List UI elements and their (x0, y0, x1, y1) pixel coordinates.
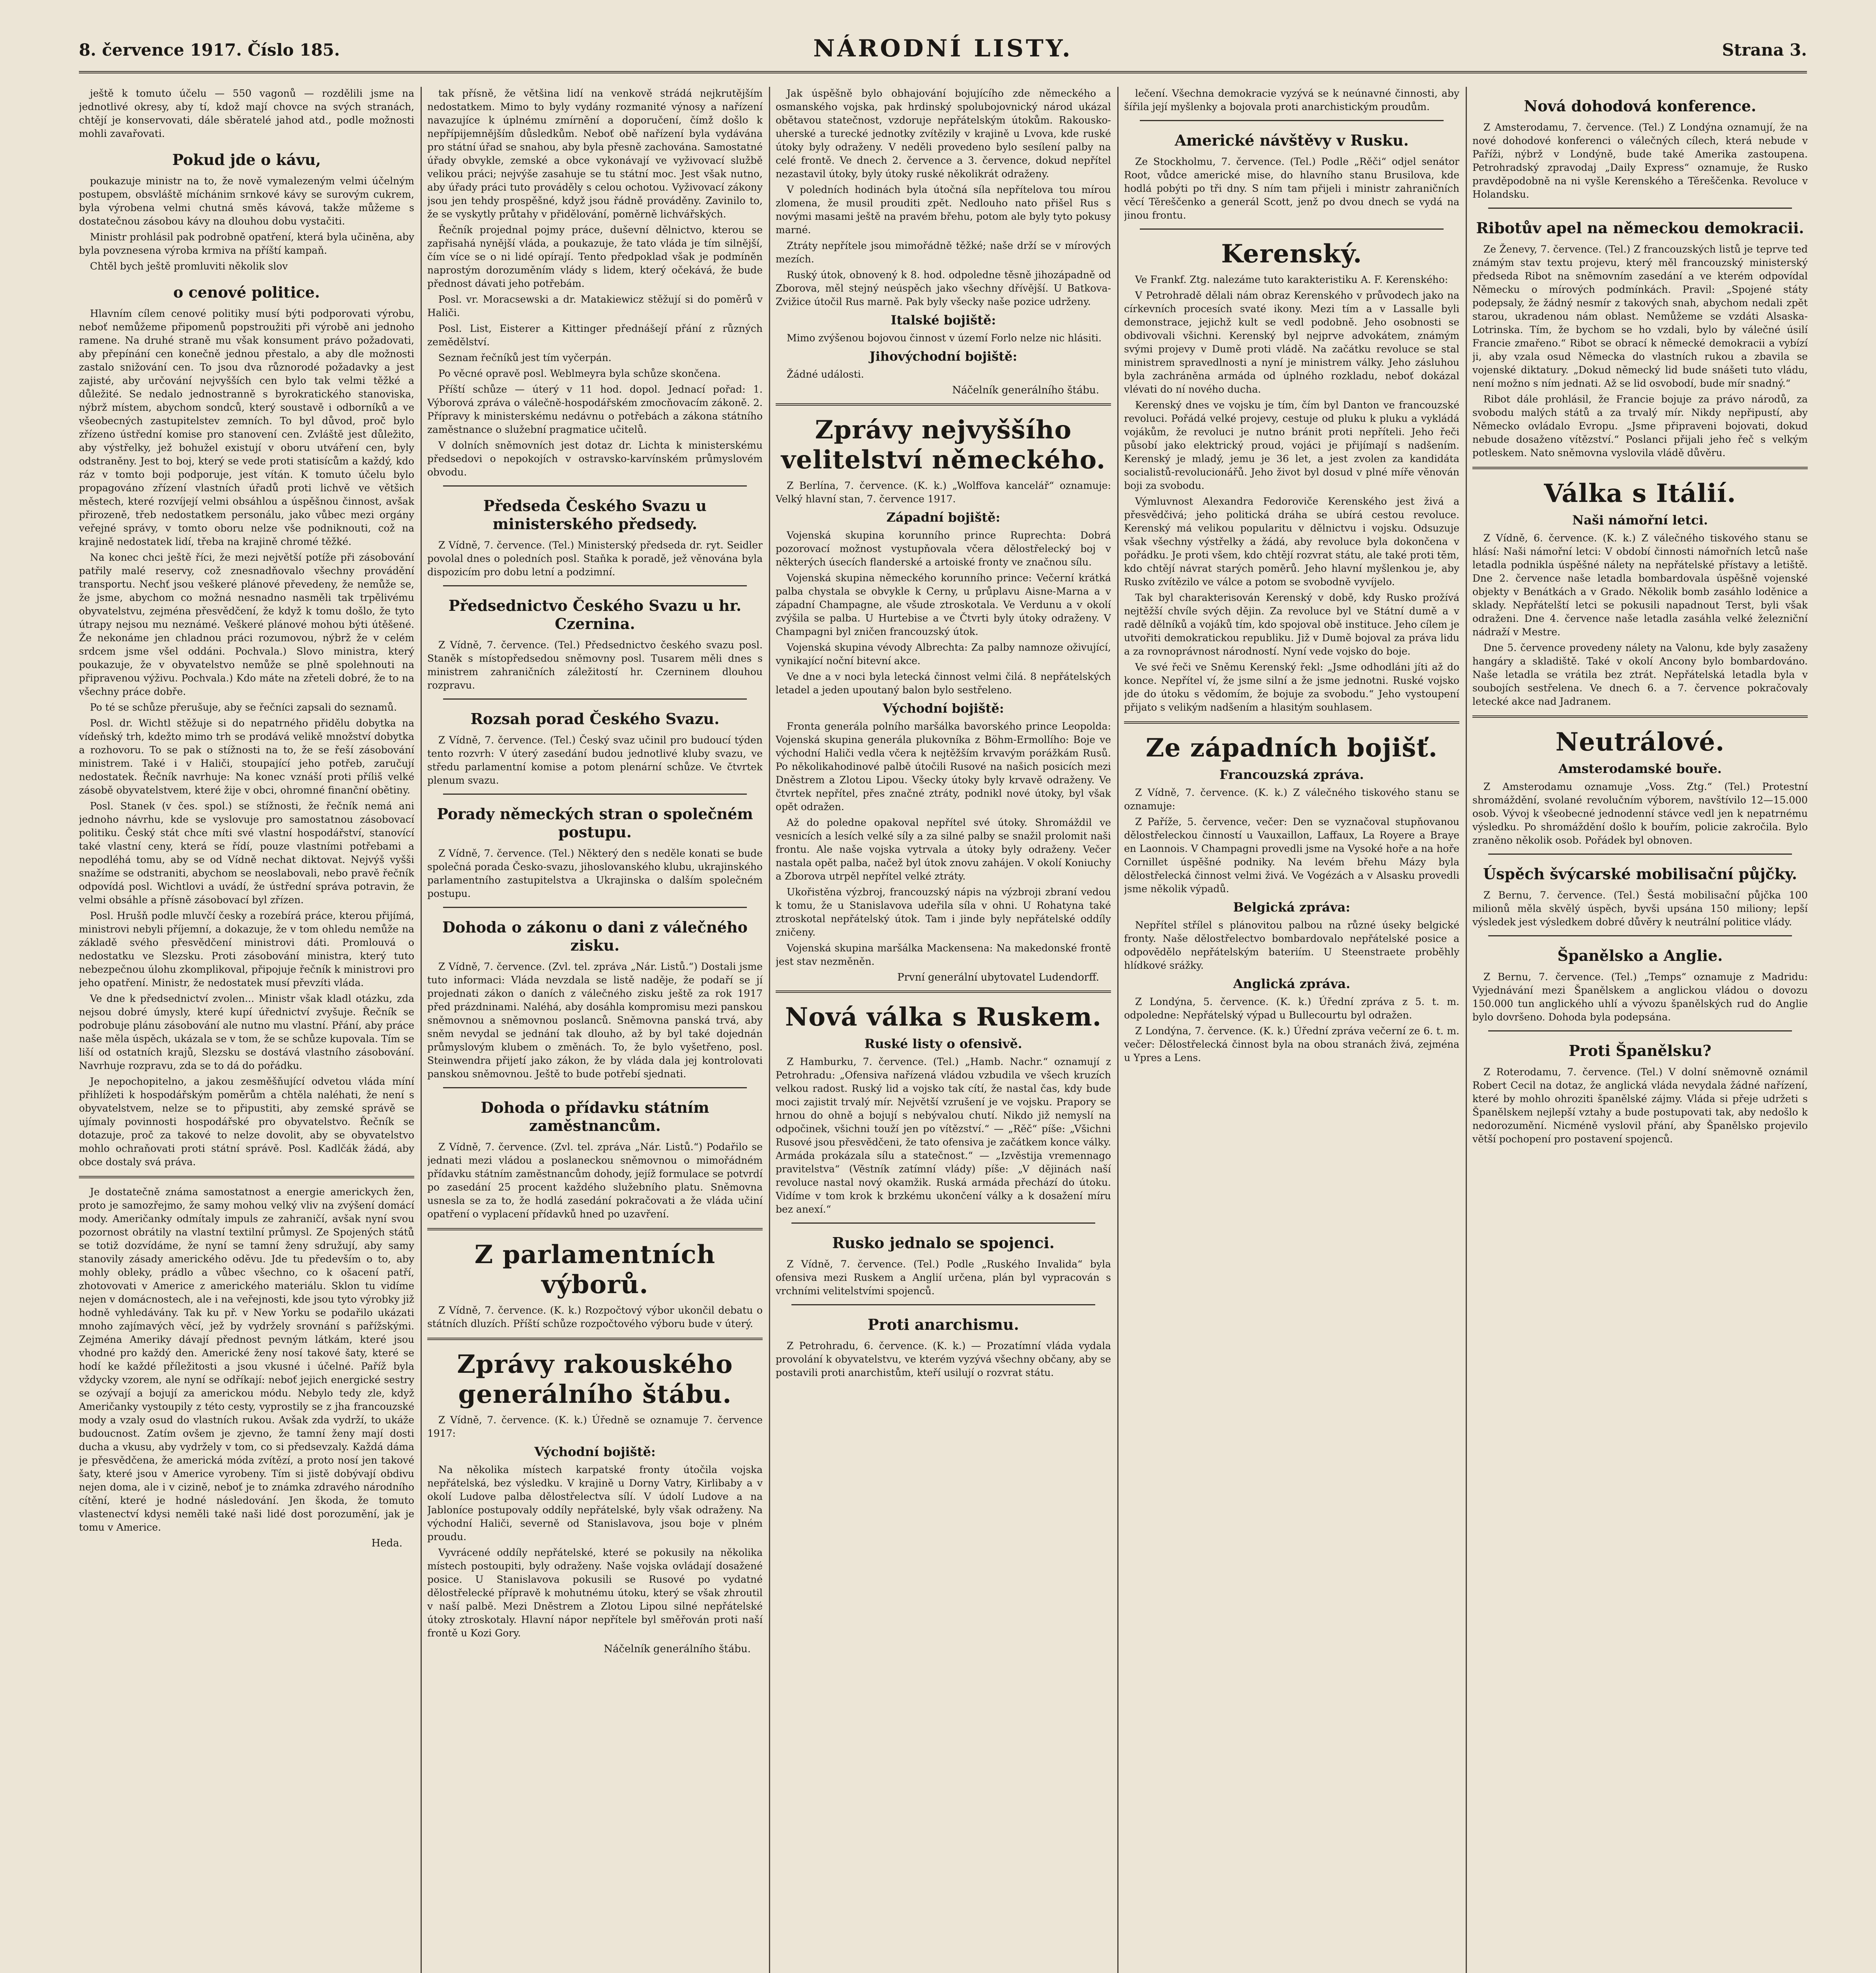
article-text: Posl. dr. Wichtl stěžuje si do nepatrného přidělu dobytka na vídeňský trh, kdežto mimo trh se prodává velikě množství dobytka a rozhovoru. To se pak o stížnosti na to, že se řeší zásobování ministrem. Také i v Haliči, stoupající jeho potřeb, zaručují nedostatek. Řečník navrhuje: Na konec vznáší proti příliš velké zásobě obyvatelstvem, které žije v obci, ohromné finanční obětiny. (79, 717, 414, 796)
article-text: Z Roterodamu, 7. července. (Tel.) V dolní sněmovně oznámil Robert Cecil na dotaz, že anglická vláda nevydala žádné nařízení, které by mohlo ohroziti španělské zájmy. Vláda si přeje udržeti s Španělskem nejlepší vztahy a bude postupovati tak, aby nedošlo k nedorozumění. Nicméně vyslovil přání, aby Španělsko projevilo větší pochopení pro postavení spojenců. (1472, 1066, 1808, 1145)
article-heading: Porady německých stran o společném postupu. (437, 805, 753, 841)
article-text: Z Berlína, 7. července. (K. k.) „Wolffova kancelář“ oznamuje: Velký hlavní stan, 7. července 1917. (776, 480, 1111, 505)
article-text: Až do poledne opakoval nepřítel své útoky. Shromáždil ve vesnicích a lesích velké síly a za silné palby se snažil prolomit naši frontu. Ale naše vojska vytrvala a útoky byly odraženy. Večer nastala opět palba, načež byl útok znovu zahájen. V okolí Koniuchy a Zborova utrpěl nepřítel velké ztráty. (776, 817, 1111, 882)
masthead (79, 32, 1807, 73)
article-text: Z Vídně, 7. července. (K. k.) Úředně se oznamuje 7. července 1917: (427, 1414, 763, 1439)
article-text: Ve dne k předsednictví zvolen... Ministr však kladl otázku, zda nejsou dobré úmysly, které kupí úřednictví zvyšuje. Řečník se podrobuje plánu zásobování ale nutno mu vlastní. Přání, aby práce naše měla úspěch, ukázala se v tom, že se schůze kupovala. Tím se liší od ostatních krajů, Slezsku se dostává vlastního zásobování. Navrhuje rozpravu, zda se to dá do pořádku. (79, 993, 414, 1071)
article-text: Vojenská skupina korunního prince Ruprechta: Dobrá pozorovací možnost vystupňovala včera dělostřelecký boj v některých úsecích flanderské a artoiské fronty ve značnou sílu. (776, 530, 1111, 568)
article-text: Posl. vr. Moracsewski a dr. Matakiewicz stěžují si do poměrů v Haliči. (427, 294, 763, 318)
article-text: Vojenská skupina vévody Albrechta: Za palby namnoze oživující, vynikající noční bitevní akce. (776, 642, 1111, 666)
section-divider (427, 1338, 763, 1340)
section-divider (776, 990, 1111, 993)
article-text: Z Vídně, 7. července. (Zvl. tel. zpráva „Nár. Listů.“) Dostali jsme tuto informaci: Vláda nevzdala se listě naděje, že podaří se jí projednati zákon o daních z válečného zisku ještě za rok 1917 před prázdninami. Naléhá, aby dosáhla kompromisu mezi panskou sněmovnou a sněmovnou poslanců. Sněmovna panská trvá, aby sněm nevydal se jednání tak dlouho, až by byl také dojednán průmyslovým klubem o změnách. To, že bylo vyšetřeno, posl. Steinwendra přijetí jako zákon, že by vláda dala jej kontrolovati panskou sněmovnou. Ještě to bude potřebí sjednati. (427, 961, 763, 1080)
column-5 (1472, 87, 1808, 1973)
article-text: Výmluvnost Alexandra Fedoroviče Kerenského jest živá a přesvědčivá; jeho politická dráha se ubírá cestou revoluce. Kerenský má velikou popularitu v dělnictvu i vojsku. Odsuzuje však všechny výstřelky a žádá, aby revoluce byla dokončena v pořádku. Je proti všem, kdo chtějí rozvrat státu, ale také proti těm, kdo chtějí návrat starých poměrů. Jeho hlavní myšlenkou je, aby Rusko zvítězilo ve válce a potom se svobodně vyvíjelo. (1124, 496, 1459, 588)
subheading: Jihovýchodní bojiště: (869, 349, 1017, 364)
article-text: Z Londýna, 5. července. (K. k.) Úřední zpráva z 5. t. m. odpoledne: Nepřátelský výpad u Bullecourtu byl odražen. (1124, 996, 1459, 1021)
article-text: Vyvrácené oddíly nepřátelské, které se pokusily na několika místech postoupiti, byly odraženy. Naše vojska ovládají dosažené posice. U Stanislavova pokusili se Rusové po vydatné dělostřelecké přípravě k mohutnému útoku, který se však zhroutil v naší palbě. Mezi Dněstrem a Zlotou Lipou silné nepřátelské útoky ztroskotaly. Hlavní nápor nepřítele byl směřován proti naší frontě u Kozi Gory. (427, 1547, 763, 1639)
article-text: poukazuje ministr na to, že nově vymalezeným velmi účelným postupem, obsvláště míchánim srnkové kávy se surovým cukrem, byla výrobena velmi chutná směs kávová, takže můžeme s dostatečnou zásobou kávy na dlouhou dobu vystačiti. (79, 175, 414, 227)
article-text: Ribot dále prohlásil, že Francie bojuje za právo národů, za svobodu malých států a za trvalý mír. Nikdy nepřipustí, aby Německo ovládalo Evropu. „Jsme připraveni bojovati, dokud nebude dosaženo vítězství.“ Poslanci přijali jeho řeč s velkým potleskem. Nato sněmovna vyslovila vládě důvěru. (1472, 393, 1808, 459)
article-text: Z Londýna, 7. července. (K. k.) Úřední zpráva večerní ze 6. t. m. večer: Dělostřelecká činnost byla na obou stranách živá, zejména u Ypres a Lens. (1124, 1025, 1459, 1063)
section-divider (427, 1228, 763, 1230)
article-text: lečení. Všechna demokracie vyzývá se k neúnavné činnosti, aby šířila její myšlenky a bojovala proti anarchistickým proudům. (1124, 88, 1459, 112)
article-text: Fronta generála polního maršálka bavorského prince Leopolda: Vojenská skupina generála plukovníka z Böhm-Ermollího: Boje ve východní Haliči vedla včera k nejtěžším krvavým porážkám Rusů. Po několikahodinové palbě útočili Rusové na našich posicích mezi Dněstrem a Zlotou Lipou. Všecky útoky byly krvavě odraženy. Ve čtvrtek nepřítel, přes značné ztráty, podnikl nové útoky, byl však opět odražen. (776, 721, 1111, 812)
article-text: Hlavním cílem cenové politiky musí býti podporovati výrobu, neboť nemůžeme připomenů popstroužiti při výrobě ani jednoho ramene. Na druhé straně mu však konsument právo požadovati, aby přepínání cen konečně jednou přestalo, a aby dle možnosti zastalo snižování cen. To jsou dva různorodé požadavky a jest zajisté, aby určování nejvyšších cen bylo tak velmi těžké a důležité. Se nedalo jednostranně s byrokratického stanoviska, nýbrž místem, abychom sondců, který soustavě i odborníků a ve všeobecných zastupitelstev zemních. To byl důvod, proč bylo zřízeno ústřední komise pro stanovení cen. Zvláště jest důležito, aby výstřelky, jež bohužel existují v oboru utváření cen, byly odstraněny. Jest to boj, který se vede proti statisícům a každý, kdo ráz v tomto boji podporuje, jest vítán. K tomuto účelu bylo propagováno zřízení vlastních úřadů proti lichvě ve většich městech, které rozvíjejí velmi obsáhlou a úspěšnou činnost, avšak přirozeně, třeb nedostatkem personálu, jako vůbec mezi orgány veřejné správy, v tomto oboru nelze vše podniknouti, což na krajině nedostatek lidí, třeba na krajině chromé těžké. (79, 308, 414, 547)
article-text: tak přísně, že většina lidí na venkově strádá nejkrutějším nedostatkem. Mimo to byly vydány rozmanité výnosy a nařízení navazujíce k úplnému zmírnění a doporučení, čímž došlo k nepřípijemnějším důsledkům. Neboť obě nařízení byla vydávána pro státní úřad se snahou, aby byla přesně zachována. Samostatné úřady obvykle, zemské a obce vykonávají ve vyživovací službě velikou práci; nejvýše zasahuje se tu státní moc. Jest však nutno, aby úřady práci tuto prováděly s celou ochotou. Vyživovací zákony jsou jen tehdy prospěšné, když jsou řádně prováděny. Zavinilo to, že se vyskytly průtahy v přidělování, poměrně lichvářských. (427, 88, 763, 220)
section-headline: Nová válka s Ruskem. (785, 1002, 1102, 1032)
article-divider (443, 485, 747, 487)
section-headline: Z parlamentních výborů. (474, 1240, 716, 1299)
section-headline: Zprávy nejvyššího velitelství německého. (781, 415, 1106, 475)
article-heading: Ribotův apel na německou demokracii. (1476, 219, 1804, 237)
article-text: Po věcné opravě posl. Weblmeyra byla schůze skončena. (438, 368, 721, 379)
article-text: Příští schůze — úterý v 11 hod. dopol. Jednací pořad: 1. Výborová zpráva o válečně-hospodářském zmocňovacím zákoně. 2. Přípravy k ministerskému nedávnu o potřebách a zákona státního zaměstnance o služební pragmatice učitelů. (427, 384, 763, 435)
article-text: Z Vídně, 7. července. (Zvl. tel. zpráva „Nár. Listů.“) Podařilo se jednati mezi vládou a poslaneckou sněmovnou o mimořádném přídavku státním zaměstnancům dohody, jejíž formulace se potvrdí po zasedání 25 procent každého služebního platu. Sněmovna usnesla se za to, že hodlá zasedání pokračovati a že vláda učiní opatření o vyplacení přídavků hned po uzavření. (427, 1141, 763, 1220)
subheading: Východní bojiště: (883, 701, 1004, 716)
article-text: Z Petrohradu, 6. července. (K. k.) — Prozatímní vláda vydala provolání k obyvatelstvu, ve kterém vyzývá všechny občany, aby se postavili proti anarchistům, kteří usilují o rozvrat státu. (776, 1340, 1111, 1378)
article-heading: Předseda Českého Svazu u ministerského předsedy. (483, 497, 707, 533)
section-divider (1472, 467, 1808, 469)
section-heading: o cenové politice. (173, 283, 320, 301)
column-4 (1124, 87, 1459, 1973)
article-heading: Španělsko a Anglie. (1557, 947, 1723, 964)
article-text: Na konec chci ještě říci, že mezi největší potíže při zásobování patřily malé reservy, což znesnadňovalo všechny provádění transportu. Nechť jsou veškeré plánové převedeny, že nemůže se, že jsme, abychom co možná nesnadno nasměli tak trpělivému obyvatelstvu, zejména přesvědčení, že když k tomu došlo, že tyto útrapy nejsou mu neznámé. Veškeré plánové mohou býti útěšené. Že nekonáme jen chladnou práci rozumovou, nýbrž že v celém srdcem jsme všel oddáni. Pochvala.) Slovo ministra, který poukazuje, že v obyvatelstvo nemůže se plně spolehnouti na připravenou výživu. Pochvala.) Kdo máte na zřeteli dobré, že to na všechny práce dobře. (79, 552, 414, 697)
author-signature: Heda. (371, 1537, 402, 1549)
article-divider (443, 907, 747, 908)
article-heading: Proti Španělsku? (1569, 1042, 1711, 1060)
article-text: Seznam řečníků jest tím vyčerpán. (438, 352, 612, 363)
column-divider (1466, 87, 1467, 1973)
article-text: Posl. Stanek (v čes. spol.) se stížnosti, že řečník nemá ani jednoho návrhu, kde se vyslovuje pro samostatnou zásobovací politiku. Český stát chce míti své vlastní hospodářství, stanovící také vlastní ceny, která se řídí, pouze vlastními potřebami a nepodléhá tomu, aby se od Vídně nechat diktovat. Nejvýš vyšši snažíme se odstraniti, abychom se neoslabovali, nebo pravě řečník odpovídá posl. Wichtlovi a uvádí, že ústřední správa potravin, že velmi obsáhle a přísně zásobovací byl zřízen. (79, 800, 414, 906)
article-text: Ministr prohlásil pak podrobně opatření, která byla učiněna, aby byla povznesena výroba krmiva na příští kampaň. (79, 231, 414, 256)
article-text: Ze Stockholmu, 7. července. (Tel.) Podle „Rěči“ odjel senátor Root, vůdce americké mise, do hlavního stanu Brusilova, kde hodlá pobýti po tři dny. S ním tam přijeli i ministr zahraničních věcí Těreščenko a generál Scott, jenž po dvou dnech se vydá na jinou frontu. (1124, 156, 1459, 221)
subheading: Amsterodamské bouře. (1558, 761, 1722, 776)
article-text: Z Paříže, 5. července, večer: Den se vyznačoval stupňovanou dělostřeleckou činností u Vauxaillon, Laffaux, La Royere a Braye en Laonnois. V Champagni provedli jsme na Vysoké hoře a na hoře Cornillet úspěšné podniky. Na levém břehu Mázy byla dělostřelecká činnost velmi živá. Ve Vogézách a v Alsasku provedli jsme několik výpadů. (1124, 816, 1459, 895)
subheading: Belgická zpráva: (1233, 900, 1350, 915)
article-divider (1488, 1030, 1792, 1031)
article-divider (443, 794, 747, 795)
section-headline: Neutrálové. (1555, 727, 1725, 757)
subheading: Východní bojiště: (534, 1444, 656, 1459)
article-text: Z Vídně, 7. července. (K. k.) Z válečného tiskového stanu se oznamuje: (1124, 787, 1459, 812)
column-3 (776, 87, 1111, 1973)
column-1 (79, 87, 414, 1973)
article-text: V poledních hodinách byla útočná síla nepřítelova tou mírou zlomena, že musil prouditi zpět. Nedlouho nato přišel Rus s novými masami ještě na pravém břehu, potom ale byly tyto pokusy marné. (776, 184, 1111, 236)
article-heading: Proti anarchismu. (868, 1316, 1019, 1333)
subheading: Západní bojiště: (886, 510, 1001, 525)
article-text: Ve Frankf. Ztg. nalezáme tuto karakteristiku A. F. Kerenského: (1135, 274, 1448, 285)
article-text: Žádné události. (787, 369, 864, 380)
page-number: Strana 3. (1722, 40, 1807, 60)
article-text: Posl. Hrušň podle mluvčí česky a rozebírá práce, kterou přijímá, ministrovi nebyli příjemní, a dokazuje, že v tom ohledu nemůže na základě svého přesvědčení ministrovi dáti. Promlouvá o nedostatku ve Slezsku. Proti zásobování ministra, který tuto nebezpečnou úlohu zkomplikoval, připojuje řečník k ministrovi pro jeho opatření. Ministr, že nedostatek musí převzíti vláda. (79, 910, 414, 988)
article-heading: Dohoda o přídavku státním zaměstnancům. (481, 1099, 709, 1134)
article-divider (791, 1222, 1095, 1224)
issue-date: 8. července 1917. Číslo 185. (79, 40, 340, 60)
report-signature: První generální ubytovatel Ludendorff. (897, 972, 1099, 983)
section-heading: Pokud jde o kávu, (172, 151, 321, 168)
article-text: Z Amsterodamu oznamuje „Voss. Ztg.“ (Tel.) Protestní shromáždění, svolané revolučním výborem, navštívilo 12—15.000 osob. Vývoj k všeobecné jednodenní stávce vedl jen k nepatrnému výsledku. Po shromáždění došlo k bouřím, policie zakročila. Bylo zraněno několik osob. Pořádek byl obnoven. (1472, 781, 1808, 846)
article-text: Z Vídně, 7. července. (Tel.) Český svaz učinil pro budoucí týden tento rozvrh: V úterý zasedání budou jednotlivé kluby svazu, ve středu parlamentní komise a potom plenární schůze. Ve čtvrtek plenum svazu. (427, 734, 763, 786)
article-text: Ztráty nepřítele jsou mimořádně těžké; naše drží se v mírových mezích. (776, 240, 1111, 265)
article-text: Chtěl bych ještě promluviti několik slov (90, 260, 288, 272)
article-text: Ukořistěna výzbroj, francouzský nápis na výzbroji zbraní vedou k tomu, že u Stanislavova udeřila síla v ohni. U Rohatyna také ztroskotal nepřátelský útok. Tam i jinde byly nepřátelské oddíly zničeny. (776, 886, 1111, 938)
article-text: Ve dne a v noci byla letecká činnost velmi čilá. 8 nepřátelských letadel a jeden upoutaný balon bylo sestřeleno. (776, 671, 1111, 696)
article-divider (1488, 208, 1792, 209)
subheading: Anglická zpráva. (1233, 976, 1350, 991)
section-headline: Válka s Itálií. (1544, 479, 1736, 508)
article-headline: Kerenský. (1221, 239, 1362, 269)
article-divider (443, 1087, 747, 1088)
column-2 (427, 87, 763, 1973)
section-headline: Ze západních bojišť. (1146, 733, 1438, 763)
article-text: Mimo zvýšenou bojovou činnost v území Forlo nelze nic hlásiti. (787, 332, 1102, 344)
article-heading: Dohoda o zákonu o dani z válečného zisku. (442, 918, 748, 954)
article-divider (1140, 120, 1444, 121)
article-text: Ruský útok, obnovený k 8. hod. odpoledne těsně jihozápadně od Zborova, měl stejný neúspěch jako všechny dřívější. U Batkova-Zvižice útočil Rus marně. Pak byly všecky naše pozice udrženy. (776, 269, 1111, 307)
article-divider (1488, 935, 1792, 936)
column-divider (421, 87, 422, 1973)
article-text: Z Amsterodamu, 7. července. (Tel.) Z Londýna oznamují, že na nové dohodové konferenci o válečných cílech, která nebude v Paříži, nýbrž v Londýně, bude také Amerika zastoupena. Petrohradský zpravodaj „Daily Express“ oznamuje, že Rusko pravděpodobně na ni vyšle Kerenského a Těreščenka. Revoluce v Holandsku. (1472, 122, 1808, 200)
article-text: Vojenská skupina německého korunního prince: Večerní krátká palba chystala se obvykle k Cerny, u průplavu Aisne-Marna a v západní Champagne, ale všude ztroskotala. Ve Verdunu a v okolí zvýšila se palba. U Hurtebise a ve Čtvrti byly útoky odraženy. V Champagni byl zničen francouzský útok. (776, 572, 1111, 637)
article-divider (443, 585, 747, 586)
subheading: Francouzská zpráva. (1219, 767, 1364, 782)
subheading: Italské bojiště: (890, 313, 996, 328)
article-text: Po té se schůze přerušuje, aby se řečníci zapsali do seznamů. (90, 702, 397, 713)
report-signature: Náčelník generálního štábu. (952, 384, 1099, 396)
section-divider (79, 1176, 414, 1178)
article-divider (791, 1304, 1095, 1305)
column-divider (769, 87, 770, 1973)
article-text: Ve své řeči ve Sněmu Kerenský řekl: „Jsme odhodláni jíti až do konce. Nepřítel ví, že jsme silní a že jsme jednotni. Ruské vojsko jde do útoku s vědomím, že bojuje za svobodu.“ Jeho vystoupení přijato s velikým nadšením a hlasitým souhlasem. (1124, 661, 1459, 713)
feuilleton-text: Je dostatečně známa samostatnost a energie americkych žen, proto je samozřejmo, že samy mohou velký vliv na zvýšení domácí mody. Američanky odmítaly impuls ze zahraničí, avšak nyní svou pozornost obrátily na vlastní textilní průmysl. Ze Spojených států se totiž dozvídáme, že nyní se tamní ženy sdružují, aby samy stanovily zásady amerického oděvu. Jde tu především o to, aby mohly obleky, prádlo a vůbec všechno, co k ošacení patří, zhotovovati v Americe z amerického materiálu. Sklon tu vidíme nejen v domácnostech, ale i na veřejnosti, kde jsou tyto výrobky již hodně vyhledávány. Tak ku př. v New Yorku se podařilo ukázati mnoho zajímavých věcí, jež by vydržely srovnání s pařížskými. Zejména Ameriky dávají přednost pevným látkám, které jsou vhodné pro každý den. Americké ženy nosí takové šaty, které se hodí ke každé příležitosti a jsou vkusné i účelné. Paříž byla vždycky vzorem, ale nyní se odříkají: neboť jejich energické sestry se ozývají a bojují za americkou módu. Nebylo tedy zle, když Američanky vystoupily z této cesty, vyprostily se z jha francouzské mody a vzaly osud do vlastních rukou. Avšak zda vydrží, to ukáže budoucnost. Zatím ovšem je zjevno, že tamní ženy mají dosti ducha a vkusu, aby vydržely v tom, co si předsevzaly. Každá dáma je přesvědčena, že americká móda zvítězí, a proto nosí jen takové šaty, které jsou v Americe vyrobeny. Tím si jistě dobývají obdivu nejen doma, ale i v cizině, neboť je to známka zdravého národního cítění, které je hodné následování. Jen škoda, že tomuto vlastenectví kdysi neměli také naši lidé dost porozumění, jak je tomu v Americe. (79, 1186, 414, 1533)
article-text: Vojenská skupina maršálka Mackensena: Na makedonské frontě jest stav nezměněn. (776, 942, 1111, 967)
section-divider (1472, 715, 1808, 718)
article-heading: Rozsah porad Českého Svazu. (470, 710, 720, 728)
article-text: V dolních sněmovních jest dotaz dr. Lichta k ministerskému předsedovi o nepokojích v ostravsko-karvínském průmyslovém obvodu. (427, 440, 763, 478)
article-text: Je nepochopitelno, a jakou zesměšňující odvetou vláda míní přihlížeti k hospodářským poměrům a chtěla naléhati, že není s obyvatelstvem, nelze se to připustiti, aby zemské správě se ujímaly povinnosti hospodářské pro obyvatelstvo. Řečník se dotazuje, proč za takové to nelze dovolit, aby se obyvatelstvo mohlo ochraňovati proti státní správě. Posl. Kadlčák žádá, aby obce dostaly svá práva. (79, 1076, 414, 1168)
article-text: Z Hamburku, 7. července. (Tel.) „Hamb. Nachr.“ oznamují z Petrohradu: „Ofensiva nařízená vládou vzbudila ve všech kruzích velkou radost. Ruský lid a vojsko tak cítí, že nastal čas, kdy bude moci zajistit trvalý mír. Největší vzrušení je ve vojsku. Prapory se hrnou do ohně a bojují s nebývalou chutí. Nikdo již nemyslí na odpočinek, všichni touží jen po vítězství.“ — „Rěč“ píše: „Všichni Rusové jsou přesvědčeni, že tato ofensiva je začátkem konce války. Armáda prokázala sílu a statečnost.“ — „Izvěstija vremennago pravitelstva“ (Věstník zatímní vlády) píše: „V dějinách naší revoluce nastal nový okamžik. Ruská armáda přechází do útoku. Vidíme v tom krok k brzkému ukončení války a k dosažení míru bez anexí.“ (776, 1056, 1111, 1215)
article-heading: Rusko jednalo se spojenci. (832, 1234, 1055, 1252)
article-text: Ze Ženevy, 7. července. (Tel.) Z francouzských listů je teprve teď známým stav textu projevu, který měl francouzský ministerský předseda Ribot na sněmovním zasedání a ve kterém odpovídal Německu o mírových podmínkách. Pravil: „Spojené státy podepsaly, že žádný nesmír z takových snah, abychom nedali zpět starou, ukradenou nám oblast. Nemůžeme se vzdáti Alsaska-Lotrinska. Tím, že bychom se ho vzdali, bylo by válečné úsilí Francie zmařeno.“ Ribot se obrací k německé demokracii a vybízí ji, aby vzala osud Německa do vlastních rukou a zbavila se vojenské diktatury. „Dokud německý lid bude snášeti tuto vládu, není možno s ním jednati. Až se lid osvobodí, bude mír snadný.“ (1472, 243, 1808, 389)
article-text: Z Bernu, 7. července. (Tel.) Šestá mobilisační půjčka 100 milionů měla skvělý úspěch, byvši upsána 150 miliony; lepší výsledek jest výsledkem dobré důvěry k neutrální politice vlády. (1472, 889, 1808, 928)
article-text: V Petrohradě dělali nám obraz Kerenského v průvodech jako na církevních procesích svaté ikony. Mezi tím a v Lassalle byli demonstrace, jejichž kult se vedl podobně. Jeho osobnosti se obdivovali všichni. Kerenský byl nejprve advokátem, známým svými projevy v Dumě proti vládě. Na začátku revoluce se stal ministrem spravedlnosti a nyní je ministrem války. Jeho zásluhou byla zachráněna armáda od úplného rozkladu, neboť dokázal vlévati do ní nového ducha. (1124, 290, 1459, 395)
article-heading: Nová dohodová konference. (1524, 97, 1756, 115)
subheading: Naši námořní letci. (1572, 513, 1708, 528)
article-text: Dne 5. července provedeny nálety na Valonu, kde byly zasaženy hangáry a skladiště. Také v okolí Ancony bylo bombardováno. Naše letadla se vrátila bez ztrát. Nepřátelská letadla byla v soubojích sestřelena. Ve dnech 6. a 7. července pokračovaly letecké akce nad Jadranem. (1472, 642, 1808, 707)
article-text: Z Vídně, 7. července. (Tel.) Předsednictvo českého svazu posl. Staněk s místopředsedou sněmovny posl. Tusarem měli dnes s ministrem zahraničních záležitostí hr. Czerninem dlouhou rozpravu. (427, 639, 763, 691)
article-text: Na několika místech karpatské fronty útočila vojska nepřátelská, bez výsledku. V krajině u Dorny Vatry, Kirlibaby a v okolí Ludove palba dělostřelectva sílí. V údolí Ludove a na Jabloníce postupovaly oddíly nepřátelské, byly však odraženy. Na východní Haliči, severně od Stanislavova, jsou boje v plném proudu. (427, 1464, 763, 1542)
article-text: Řečník projednal pojmy práce, duševní dělnictvo, kterou se zapřisahá nynější vláda, a poukazuje, že tato vláda je tím silnější, čím více se o ni lidé opírají. Tento předpoklad však je podmíněn naprostým dorozuměním vlády s lidem, který očekává, že bude přednost dávati jeho potřebám. (427, 224, 763, 289)
article-text: Z Vídně, 7. července. (Tel.) Ministerský předseda dr. ryt. Seidler povolal dnes o poledních posl. Staňka k poradě, jež věnována byla dispozicím pro dobu letní a podzimní. (427, 539, 763, 578)
article-text: Kerenský dnes ve vojsku je tím, čím byl Danton ve francouzské revoluci. Pořádá velké projevy, cestuje od pluku k pluku a vykládá vojákům, že revoluci je nutno bránit proti nepříteli. Jeho řeči působí jako elektrický proud, vojáci je přijímají s nadšením. Kerenský je mladý, jemu je 36 let, a jest zvolen za kandidáta socialistů-revolucionářů. Jeho život byl dosud v plné míře věnován boji za svobodu. (1124, 399, 1459, 491)
article-text: Z Vídně, 7. července. (Tel.) Některý den s neděle konati se bude společná porada Česko-svazu, jihoslovanského klubu, ukrajinského parlamentního zastupitelstva a Ukrajinska o dalším společném postupu. (427, 848, 763, 899)
newspaper-title: NÁRODNÍ LISTY. (813, 35, 1073, 62)
article-text: Tak byl charakterisován Kerenský v době, kdy Rusko prožívá nejtěžší chvíle svých dějin. Za revoluce byl ve Státní dumě a v radě dělníků a vojáků tím, kdo spojoval obě instituce. Jeho cílem je utvořiti demokratickou republiku. Již v Dumě bojoval za práva lidu a za rovnoprávnost národností. Nyní vede vojsko do boje. (1124, 592, 1459, 657)
subheading: Ruské listy o ofensivě. (864, 1036, 1022, 1051)
section-headline: Zprávy rakouského generálního štábu. (457, 1350, 733, 1409)
article-text: ještě k tomuto účelu — 550 vagonů — rozdělili jsme na jednotlivé okresy, aby tí, kdož mají chovce na svých stranách, chtějí je konservovati, dále sběratelé jahod atd., podle možnosti mohli zavařovati. (79, 88, 414, 139)
article-divider (443, 698, 747, 700)
article-text: Z Vídně, 6. července. (K. k.) Z válečného tiskového stanu se hlásí: Naši námořní letci: V období činnosti námořních letců naše letadla podnikla úspěšné nálety na nepřátelské přístavy a letiště. Dne 2. července naše letadla bombardovala úspěšně vojenské objekty v Benátkách a v Grado. Několik bomb zasáhlo loděnice a sklady. Nepřátelští letci se pokusili napadnout Terst, byli však odraženi. Dne 4. července naše letadla zasáhla velké železniční nádraží v Mestre. (1472, 532, 1808, 638)
article-text: Nepřítel střílel s plánovitou palbou na různé úseky belgické fronty. Naše dělostřelectvo bombardovalo nepřátelské posice a odpovědělo nepřátelským bateriím. U Steenstraete proběhly hlídkové srážky. (1124, 919, 1459, 971)
article-divider (1140, 228, 1444, 230)
report-signature: Náčelník generálního štábu. (604, 1643, 751, 1655)
article-text: Z Vídně, 7. července. (K. k.) Rozpočtový výbor ukončil debatu o státních dluzích. Příští schůze rozpočtového výboru bude v úterý. (427, 1305, 763, 1329)
section-divider (1124, 721, 1459, 724)
article-heading: Americké návštěvy v Rusku. (1175, 131, 1409, 149)
article-heading: Předsednictvo Českého Svazu u hr. Czernina. (448, 597, 742, 633)
article-text: Jak úspěšně bylo obhajování bojujícího zde německého a osmanského vojska, pak hrdinský spolubojovnický národ ukázal obětavou statečnost, vzdoruje nepřátelským útokům. Rakousko-uherské a turecké jednotky zvítězily v krajině u Lvova, kde ruské útoky byly odraženy. V neděli provedeno bylo sesílení palby na celé frontě. Ve dnech 2. července a 3. července, dokud nepřítel nezastavil útoky, byly útoky ruské několikrát odraženy. (776, 88, 1111, 180)
article-divider (1488, 854, 1792, 855)
article-text: Posl. List, Eisterer a Kittinger přednášejí přání z různých zemědělství. (427, 323, 763, 348)
section-divider (776, 403, 1111, 406)
article-heading: Úspěch švýcarské mobilisační půjčky. (1483, 865, 1797, 883)
column-divider (1117, 87, 1118, 1973)
article-text: Z Bernu, 7. července. (Tel.) „Temps“ oznamuje z Madridu: Vyjednávání mezi Španělskem a anglickou vládou o dovozu 150.000 tun anglického uhlí a vývozu španělských rud do Anglie bylo dovršeno. Dohoda byla podepsána. (1472, 971, 1808, 1023)
article-text: Z Vídně, 7. července. (Tel.) Podle „Ruského Invalida“ byla ofensiva mezi Ruskem a Anglií určena, plán byl vypracován s vrchními velitelstvími spojenců. (776, 1258, 1111, 1297)
